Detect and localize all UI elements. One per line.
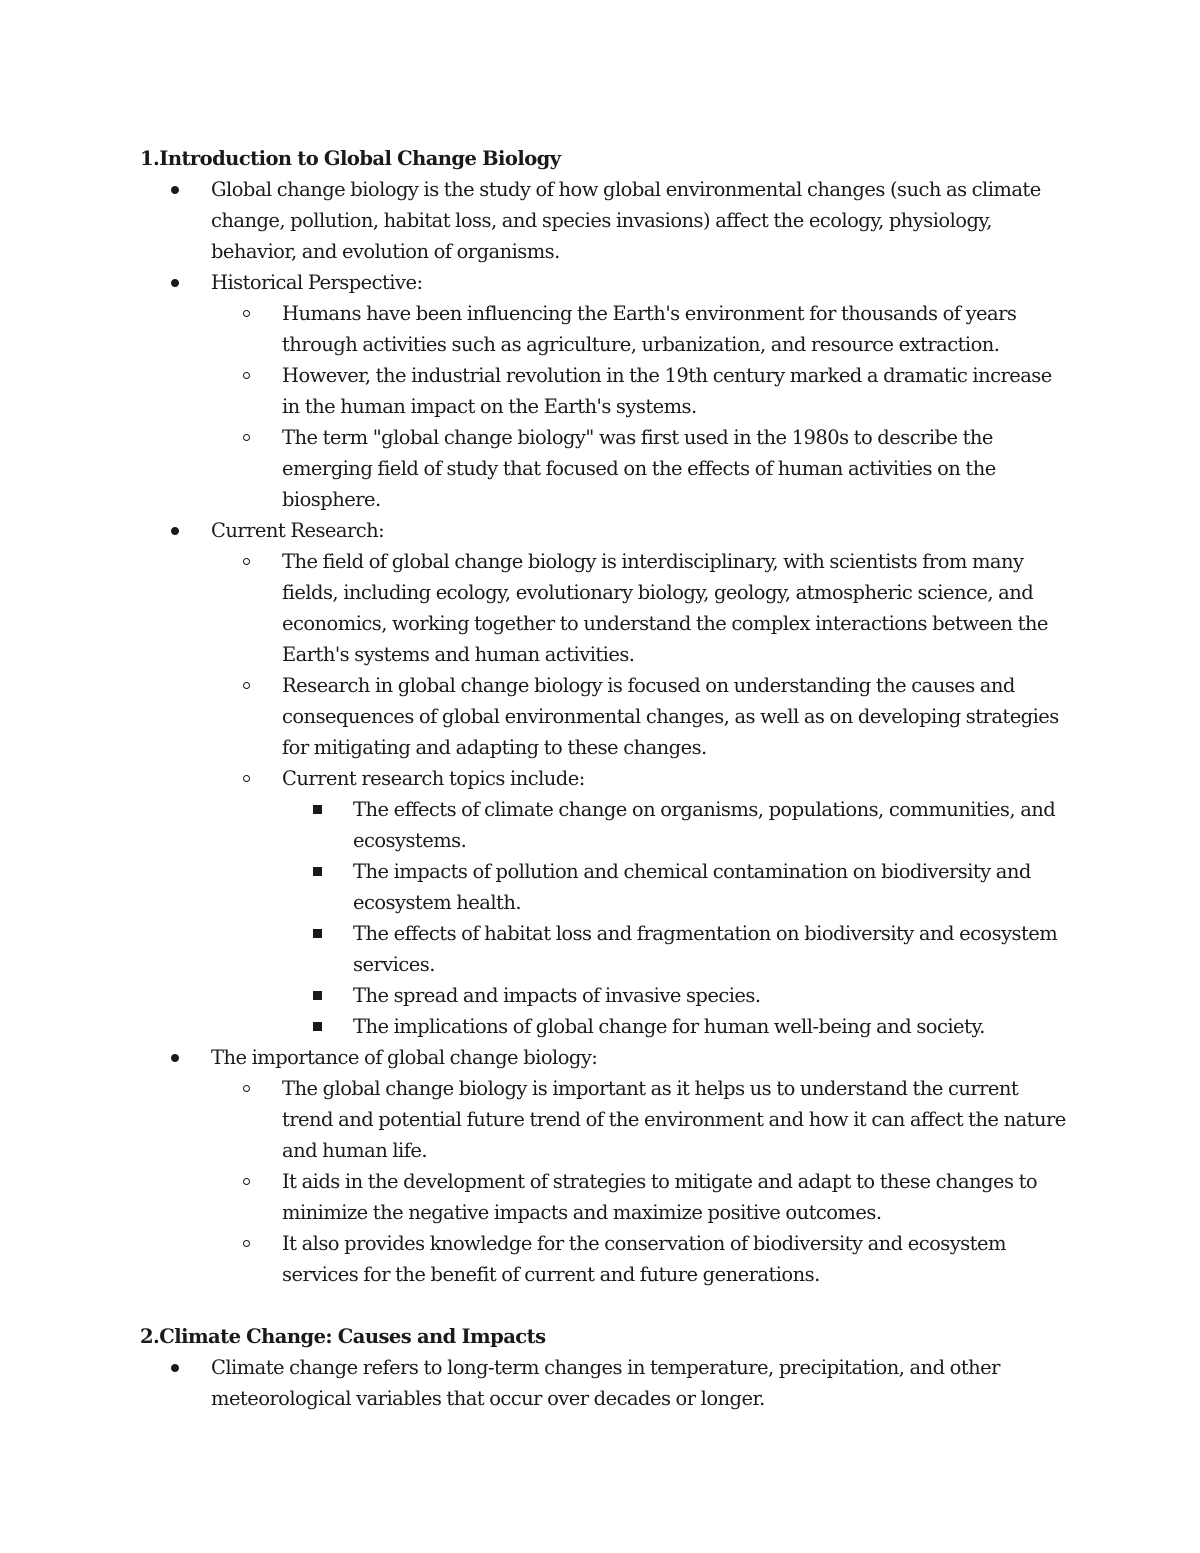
bullet-disc-icon (165, 267, 185, 298)
bullet-square-icon (307, 980, 327, 1011)
bullet-circle-icon (236, 1228, 256, 1259)
importance-item-text: It aids in the development of strategies to mitigate and adapt to these changes to minimize the negative impacts and maximize positive outcomes. (282, 1170, 1038, 1224)
document-body (140, 143, 1070, 1414)
current-item-text: The field of global change biology is interdisciplinary, with scientists from many fields, including ecology, evolutionary biology, geology, atmospheric science, and economics, working together to understand the complex interactions between the Earth's systems and human activities. (282, 550, 1048, 666)
list-item (140, 980, 1070, 1011)
section-spacer (140, 1290, 1070, 1321)
list-item (140, 1352, 1070, 1414)
section-1-number: 1. (140, 147, 160, 170)
topic-text: The implications of global change for human well-being and society. (353, 1015, 985, 1038)
topic-text: The spread and impacts of invasive species. (353, 984, 761, 1007)
bullet-circle-icon (236, 670, 256, 701)
current-item-text: Current research topics include: (282, 767, 585, 790)
bullet-square-icon (307, 794, 327, 825)
list-item (140, 267, 1070, 298)
list-item (140, 1073, 1070, 1166)
list-item (140, 298, 1070, 360)
list-item (140, 515, 1070, 546)
bullet-circle-icon (236, 1166, 256, 1197)
bullet-disc-icon (165, 174, 185, 205)
section-1-list (140, 174, 1070, 1290)
section-2-heading (140, 1321, 1070, 1352)
historical-item-text: The term "global change biology" was first used in the 1980s to describe the emerging field of study that focused on the effects of human activities on the biosphere. (282, 426, 996, 511)
bullet-square-icon (307, 856, 327, 887)
bullet-circle-icon (236, 546, 256, 577)
topic-text: The effects of habitat loss and fragmentation on biodiversity and ecosystem services. (353, 922, 1058, 976)
section-1-heading (140, 143, 1070, 174)
section-2-title: Climate Change: Causes and Impacts (159, 1325, 546, 1348)
list-item (140, 1011, 1070, 1042)
list-item (140, 546, 1070, 670)
list-item (140, 763, 1070, 794)
list-item (140, 1042, 1070, 1073)
bullet-disc-icon (165, 1042, 185, 1073)
bullet-circle-icon (236, 763, 256, 794)
list-item (140, 918, 1070, 980)
historical-label: Historical Perspective: (211, 271, 423, 294)
list-item (140, 422, 1070, 515)
definition-text: Global change biology is the study of how global environmental changes (such as climate change, pollution, habitat loss, and species invasions) affect the ecology, physiology, behavior, and evolution of organisms. (211, 178, 1041, 263)
historical-item-text: Humans have been influencing the Earth's environment for thousands of years through activities such as agriculture, urbanization, and resource extraction. (282, 302, 1017, 356)
bullet-square-icon (307, 918, 327, 949)
bullet-circle-icon (236, 422, 256, 453)
current-research-label: Current Research: (211, 519, 385, 542)
bullet-square-icon (307, 1011, 327, 1042)
list-item (140, 174, 1070, 267)
list-item (140, 670, 1070, 763)
bullet-disc-icon (165, 1352, 185, 1383)
list-item (140, 360, 1070, 422)
list-item (140, 1228, 1070, 1290)
climate-definition-text: Climate change refers to long-term changes in temperature, precipitation, and other meteorological variables that occur over decades or longer. (211, 1356, 1000, 1410)
importance-item-text: It also provides knowledge for the conservation of biodiversity and ecosystem services for the benefit of current and future generations. (282, 1232, 1006, 1286)
importance-item-text: The global change biology is important as it helps us to understand the current trend and potential future trend of the environment and how it can affect the nature and human life. (282, 1077, 1066, 1162)
section-2-list (140, 1352, 1070, 1414)
topic-text: The effects of climate change on organisms, populations, communities, and ecosystems. (353, 798, 1056, 852)
current-item-text: Research in global change biology is focused on understanding the causes and consequences of global environmental changes, as well as on developing strategies for mitigating and adapting to these changes. (282, 674, 1059, 759)
list-item (140, 856, 1070, 918)
bullet-circle-icon (236, 298, 256, 329)
importance-label: The importance of global change biology: (211, 1046, 598, 1069)
list-item (140, 794, 1070, 856)
bullet-disc-icon (165, 515, 185, 546)
topic-text: The impacts of pollution and chemical contamination on biodiversity and ecosystem health. (353, 860, 1031, 914)
historical-item-text: However, the industrial revolution in the 19th century marked a dramatic increase in the human impact on the Earth's systems. (282, 364, 1052, 418)
section-1-title: Introduction to Global Change Biology (159, 147, 561, 170)
bullet-circle-icon (236, 360, 256, 391)
bullet-circle-icon (236, 1073, 256, 1104)
section-2-number: 2. (140, 1325, 160, 1348)
list-item (140, 1166, 1070, 1228)
